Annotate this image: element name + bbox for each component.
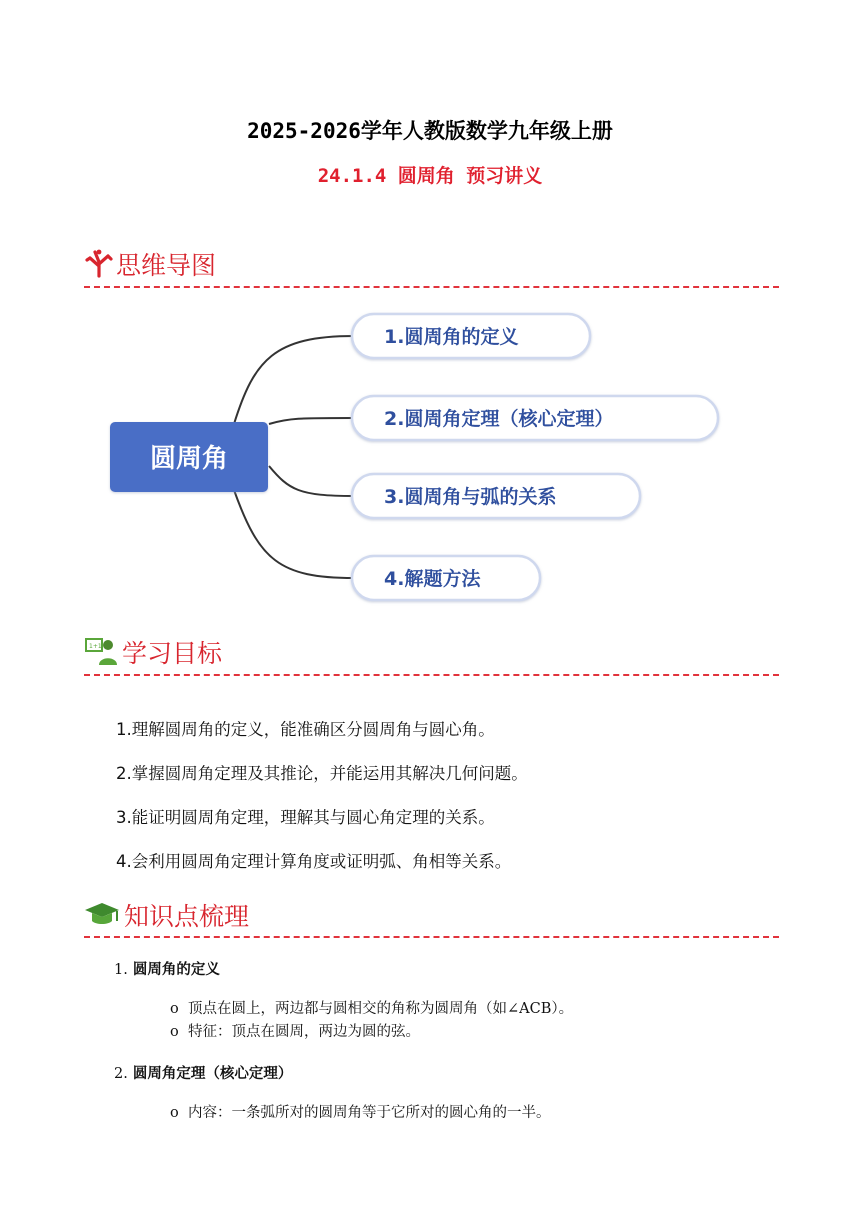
knowledge-bullet-text: 特征：顶点在圆周，两边为圆的弦。 [188,1024,420,1040]
knowledge-item-2-heading [114,1062,573,1084]
objective-item: 3.能证明圆周角定理，理解其与圆心角定理的关系。 [116,808,495,827]
bullet-circle-icon: o [170,1001,179,1017]
objective-item: 4.会利用圆周角定理计算角度或证明弧、角相等关系。 [116,852,512,871]
mindmap-diagram [84,300,764,620]
mindmap-branch-4 [352,556,540,600]
knowledge-bullet [170,1102,573,1125]
knowledge-points [114,958,573,1125]
mindmap-branch-label: 1.圆周角的定义 [384,326,519,348]
knowledge-item-title: 圆周角定理（核心定理） [132,1065,293,1082]
knowledge-item-number: 2. [114,1066,128,1082]
mindmap-branch-label: 4.解题方法 [384,568,481,590]
knowledge-bullet-text: 内容：一条弧所对的圆周角等于它所对的圆心角的一半。 [188,1105,551,1121]
objective-item: 1.理解圆周角的定义，能准确区分圆周角与圆心角。 [116,720,495,739]
section-title-knowledge: 知识点梳理 [124,902,250,931]
teacher-board-icon [84,636,118,666]
graduation-cap-icon [84,899,120,929]
section-title-objectives: 学习目标 [122,639,223,668]
section-title-mindmap: 思维导图 [116,251,217,280]
knowledge-item-title: 圆周角的定义 [132,961,220,978]
svg-text:1+1: 1+1 [89,643,102,650]
knowledge-bullet-text: 顶点在圆上，两边都与圆相交的角称为圆周角（如∠ACB）。 [188,1001,574,1017]
knowledge-item-number: 1. [114,962,128,978]
bullet-circle-icon: o [170,1105,179,1121]
objective-item: 2.掌握圆周角定理及其推论，并能运用其解决几何问题。 [116,764,528,783]
knowledge-bullet [170,998,573,1021]
knowledge-bullet [170,1021,573,1044]
section-divider [84,936,779,938]
mindmap-branch-label: 3.圆周角与弧的关系 [384,486,557,508]
mindmap-root-label: 圆周角 [149,444,229,474]
mindmap-branch-3 [352,474,640,518]
objectives-list [116,708,528,884]
mindmap-branch-label: 2.圆周角定理（核心定理） [384,408,614,430]
knowledge-item-1-heading [114,958,573,980]
document-title: 2025-2026学年人教版数学九年级上册 [247,119,613,143]
mindmap-branch-1 [352,314,590,358]
section-divider [84,286,779,288]
document-subtitle: 24.1.4 圆周角 预习讲义 [317,165,543,187]
mindmap-root-node [110,422,268,492]
section-divider [84,674,779,676]
bullet-circle-icon: o [170,1024,179,1040]
mindmap-branch-icon [84,248,114,278]
mindmap-branch-2 [352,396,718,440]
